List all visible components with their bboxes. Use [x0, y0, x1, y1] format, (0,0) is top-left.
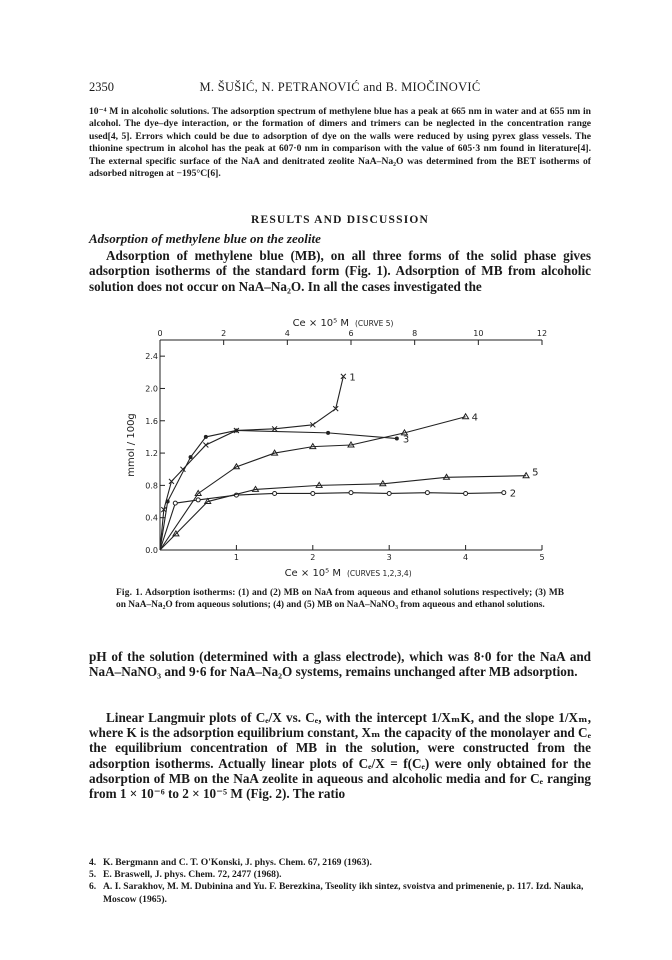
x-tick-label-top: 4 — [284, 329, 290, 338]
series-4-point — [463, 414, 469, 419]
x-tick-label-bottom: 5 — [539, 553, 545, 562]
x-tick-label-top: 10 — [473, 329, 484, 338]
y-axis-title: mmol / 100g — [126, 413, 137, 477]
y-tick-label: 1.2 — [145, 449, 158, 459]
y-tick-label: 2.0 — [145, 384, 158, 394]
reference-number: 5. — [89, 869, 97, 881]
section-title: RESULTS AND DISCUSSION — [250, 214, 430, 226]
reference-text: E. Braswell, J. phys. Chem. 72, 2477 (1968). — [103, 869, 282, 881]
x-tick-label-top: 2 — [221, 329, 227, 338]
page-header — [89, 80, 591, 98]
x-tick-label-bottom: 2 — [310, 553, 316, 562]
x-tick-label-top: 12 — [536, 329, 548, 338]
series-3-point — [189, 455, 193, 459]
reference-item — [89, 869, 591, 881]
y-tick-label: 0.0 — [145, 546, 158, 555]
y-tick-label: 1.6 — [145, 416, 158, 426]
series-2-point — [311, 491, 315, 495]
reference-item — [89, 881, 591, 905]
series-2-label: 2 — [509, 488, 517, 500]
figure-1 — [126, 316, 550, 586]
x-axis-note-top: (CURVE 5) — [355, 319, 394, 328]
reference-item — [89, 857, 591, 869]
x-tick-label-top: 6 — [348, 329, 354, 338]
series-2-point — [502, 491, 506, 495]
series-1-point — [203, 443, 208, 448]
series-3-label: 3 — [402, 434, 410, 446]
x-axis-note-bottom: (CURVES 1,2,3,4) — [347, 569, 412, 578]
series-2-point — [273, 491, 277, 495]
y-tick-label: 2.4 — [145, 352, 158, 362]
series-2-line — [160, 493, 504, 550]
x-axis-title-top: Ce × 10⁵ M — [292, 318, 349, 329]
x-tick-label-bottom: 3 — [386, 553, 392, 562]
x-tick-label-top: 0 — [157, 329, 163, 338]
paragraph-3: Linear Langmuir plots of Cₑ/X vs. Cₑ, with the intercept 1/XₘK, and the slope 1/Xₘ, where K is the adsorption equilibrium constant, Xₘ the capacity of the monolayer and Cₑ the equilibrium concentration of MB in the solution, were constructed from the adsorption isotherms. Actually linear plots of Cₑ/X = f(Cₑ) were only obtained for the adsorption of MB on the NaA zeolite in aqueous and alcoholic media and for Cₑ ranging from 1 × 10⁻⁶ to 2 × 10⁻⁵ M (Fig. 2). The ratio — [89, 710, 591, 802]
series-3-point — [395, 437, 399, 441]
series-3-point — [204, 435, 208, 439]
reference-number: 4. — [89, 857, 97, 868]
subsection-title: Adsorption of methylene blue on the zeolite — [89, 231, 321, 246]
series-2-point — [196, 498, 200, 502]
references-list — [89, 857, 591, 906]
series-3-point — [234, 428, 238, 432]
paragraph-2: pH of the solution (determined with a glass electrode), which was 8·0 for the NaA and NaA–NaNO₃ and 9·6 for NaA–Na₂O systems, remains unchanged after MB adsorption. — [89, 649, 591, 680]
paragraph-1: Adsorption of methylene blue (MB), on all three forms of the solid phase gives adsorption isotherms of the standard form (Fig. 1). Adsorption of MB from alcoholic solution does not occur on NaA–Na₂O. In all the cases investigated the — [89, 248, 591, 294]
x-tick-label-bottom: 4 — [463, 553, 469, 562]
series-2-point — [425, 491, 429, 495]
adsorption-isotherm-chart — [126, 316, 550, 586]
series-3-point — [326, 431, 330, 435]
intro-paragraph: 10⁻⁴ M in alcoholic solutions. The adsorption spectrum of methylene blue has a peak at 665 nm in water and at 655 nm in alcohol. The dye–dye interaction, or the formation of dimers and trimers can be neglected in the concentration range used[4, 5]. Errors which could be due to adsorption of dye on the walls were reduced by using pyrex glass vessels. The thionine spectrum in alcohol has the peak at 607·0 nm in comparison with the value of 605·3 nm found in literature[4]. The external specific surface of the NaA and denitrated zeolite NaA–Na₂O was determined from the BET isotherms of adsorbed nitrogen at −195°C[6]. — [89, 106, 591, 180]
reference-number: 6. — [89, 881, 97, 893]
series-2-point — [349, 491, 353, 495]
series-4-label: 4 — [471, 412, 478, 424]
series-1-label: 1 — [349, 372, 356, 384]
series-2-point — [173, 501, 177, 505]
figure-caption-text: Adsorption isotherms: (1) and (2) MB on NaA from aqueous and ethanol solutions respectively; (3) MB on NaA–Na₂O from aqueous solutions; (4) and (5) MB on NaA–NaNO₃ from aqueous and ethanol solutions. — [116, 588, 565, 610]
y-tick-label: 0.4 — [145, 513, 158, 523]
series-3-point — [166, 500, 170, 504]
x-tick-label-bottom: 1 — [233, 553, 239, 562]
series-2-point — [464, 491, 468, 495]
series-5-line — [160, 476, 526, 550]
series-5-label: 5 — [532, 467, 539, 479]
reference-text: A. I. Sarakhov, M. M. Dubinina and Yu. F. Berezkina, Tseolity ikh sintez, svoistva and primenenie, p. 117. Izd. Nauka, Moscow (1965). — [103, 881, 584, 905]
page-number: 2350 — [89, 80, 114, 94]
x-tick-label-top: 8 — [412, 329, 418, 338]
x-axis-title-bottom: Ce × 10⁵ M — [284, 568, 341, 579]
running-head-authors: M. ŠUŠIĆ, N. PETRANOVIĆ and B. MIOČINOVIĆ — [199, 80, 481, 94]
figure-caption-label: Fig. 1. — [116, 588, 143, 598]
figure-caption — [116, 588, 564, 611]
reference-text: K. Bergmann and C. T. O'Konski, J. phys. Chem. 67, 2169 (1963). — [103, 857, 372, 868]
y-tick-label: 0.8 — [145, 481, 158, 491]
series-3-line — [160, 430, 397, 550]
series-2-point — [387, 491, 391, 495]
